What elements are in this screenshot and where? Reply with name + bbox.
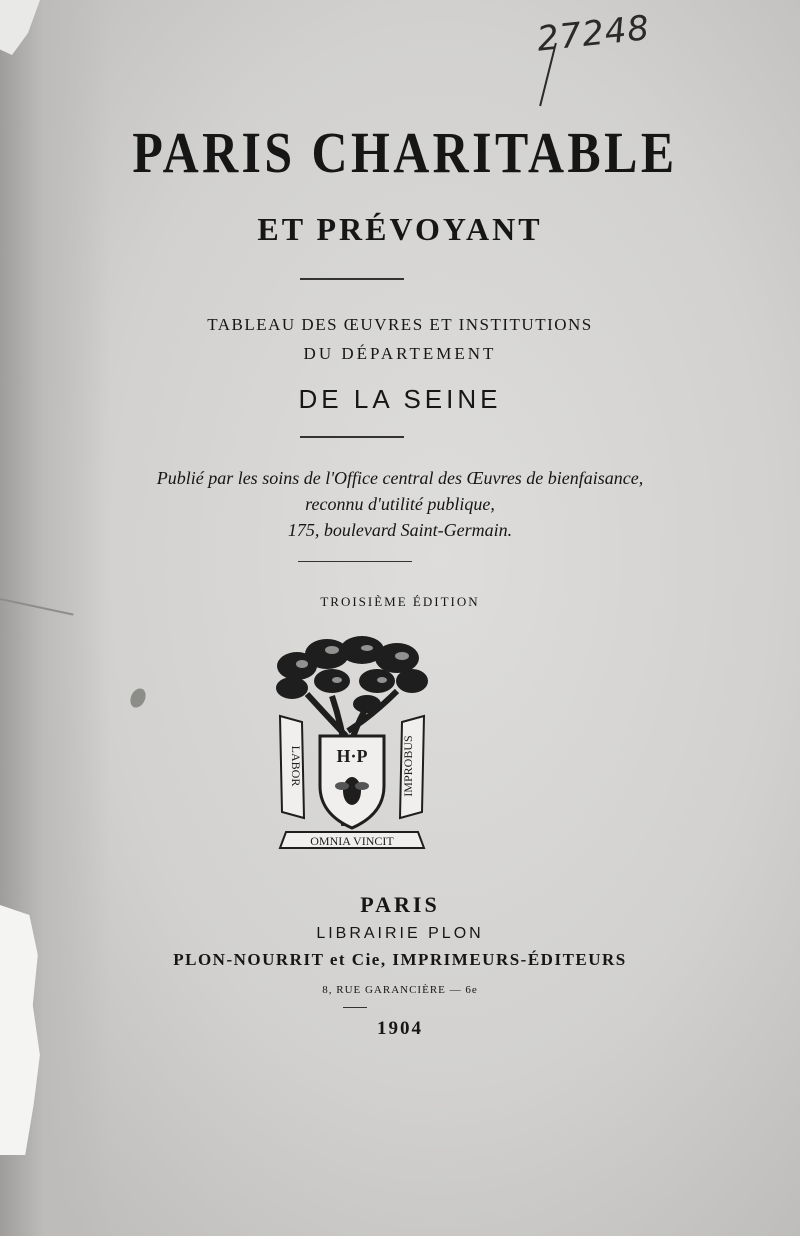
shield-monogram: H·P [336, 746, 368, 766]
publisher-note-line-3: 175, boulevard Saint-Germain. [287, 520, 513, 540]
imprint-year: 1904 [377, 1018, 423, 1039]
imprint-library: LIBRAIRIE PLON [316, 925, 484, 942]
description-line-1: TABLEAU DES ŒUVRES ET INSTITUTIONS [207, 315, 593, 334]
book-subtitle: ET PRÉVOYANT [257, 211, 543, 247]
divider-rule [298, 561, 412, 562]
publisher-note-line-2: reconnu d'utilité publique, [305, 494, 495, 514]
publisher-emblem [272, 636, 432, 854]
tree-foliage-icon [276, 636, 428, 713]
motto-right: IMPROBUS [401, 735, 415, 797]
imprint-address: 8, RUE GARANCIÈRE — 6e [322, 984, 478, 996]
imprint-publisher: PLON-NOURRIT et Cie, IMPRIMEURS-ÉDITEURS [173, 950, 627, 969]
divider-rule [343, 1007, 367, 1008]
publisher-note-line-1: Publié par les soins de l'Office central des Œuvres de bienfaisance, [156, 468, 644, 488]
bee-icon [343, 777, 361, 805]
divider-rule [300, 436, 404, 438]
divider-rule [300, 278, 404, 280]
book-title: PARIS CHARITABLE [132, 120, 678, 185]
motto-left: LABOR [289, 745, 303, 787]
motto-bottom: OMNIA VINCIT [310, 834, 394, 848]
edition-label: TROISIÈME ÉDITION [320, 594, 480, 609]
stain-spot [127, 686, 148, 710]
handwritten-shelfmark: 27248 [535, 8, 652, 60]
description-line-2: DU DÉPARTEMENT [303, 344, 497, 363]
imprint-city: PARIS [360, 892, 440, 917]
description-line-3: DE LA SEINE [298, 384, 502, 414]
